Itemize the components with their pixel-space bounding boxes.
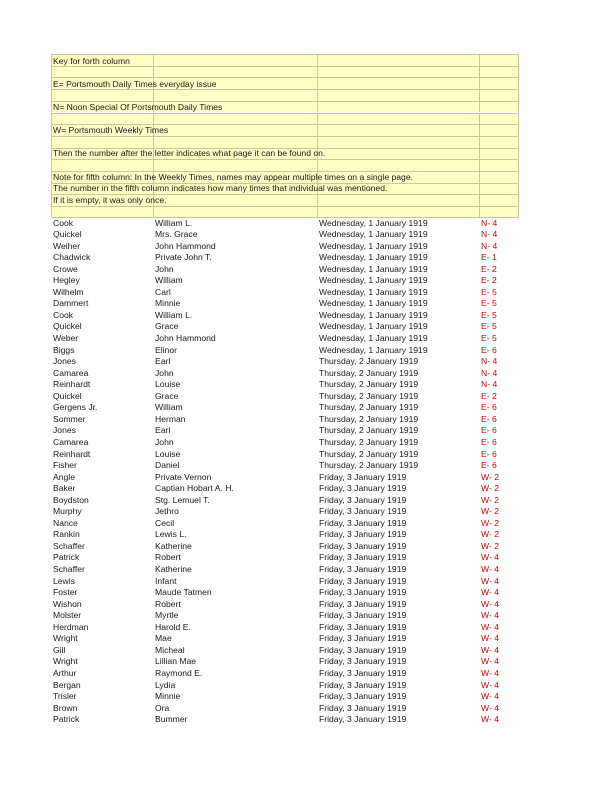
- source-page-cell: E- 5: [481, 333, 497, 343]
- source-page-cell: W- 4: [481, 587, 499, 598]
- date-cell: Friday, 3 January 1919: [319, 564, 407, 574]
- surname-cell: Fisher: [53, 460, 77, 471]
- given-name-cell: Herman: [155, 413, 186, 424]
- surname-cell: Camarea: [53, 436, 89, 447]
- date-cell: Wednesday, 1 January 1919: [319, 275, 428, 286]
- source-page-cell: W- 4: [481, 564, 499, 574]
- date-cell: Friday, 3 January 1919: [319, 656, 407, 667]
- table-row: [0, 714, 612, 725]
- surname-cell: Dammert: [53, 298, 89, 309]
- given-name-cell: Earl: [155, 356, 171, 367]
- date-cell: Friday, 3 January 1919: [319, 714, 407, 725]
- surname-cell: Baker: [53, 483, 76, 494]
- date-cell: Friday, 3 January 1919: [319, 691, 407, 702]
- source-page-cell: N- 4: [481, 240, 498, 251]
- source-page-cell: W- 2: [481, 517, 499, 528]
- given-name-cell: Katherine: [155, 540, 192, 551]
- date-cell: Friday, 3 January 1919: [319, 552, 407, 563]
- source-page-cell: E- 6: [481, 460, 497, 471]
- source-page-cell: E- 6: [481, 402, 497, 413]
- surname-cell: Jones: [53, 356, 76, 367]
- given-name-cell: John: [155, 367, 174, 378]
- given-name-cell: Raymond E.: [155, 667, 203, 678]
- given-name-cell: Minnie: [155, 298, 181, 309]
- given-name-cell: Katherine: [155, 564, 192, 574]
- date-cell: Friday, 3 January 1919: [319, 702, 407, 713]
- table-row: [0, 321, 612, 332]
- surname-cell: Gill: [53, 644, 66, 655]
- date-cell: Friday, 3 January 1919: [319, 610, 407, 621]
- date-cell: Wednesday, 1 January 1919: [319, 263, 428, 274]
- date-cell: Wednesday, 1 January 1919: [319, 321, 428, 332]
- given-name-cell: Infant: [155, 575, 177, 586]
- source-page-cell: E- 5: [481, 321, 497, 332]
- surname-cell: Wishon: [53, 598, 82, 609]
- date-cell: Thursday, 2 January 1919: [319, 390, 419, 401]
- surname-cell: Rankin: [53, 529, 80, 540]
- source-page-cell: W- 2: [481, 483, 499, 494]
- source-page-cell: N- 4: [481, 367, 498, 378]
- table-row: [0, 529, 612, 540]
- surname-cell: Patrick: [53, 552, 80, 563]
- date-cell: Friday, 3 January 1919: [319, 679, 407, 690]
- date-cell: Wednesday, 1 January 1919: [319, 333, 428, 343]
- given-name-cell: Louise: [155, 448, 181, 459]
- date-cell: Wednesday, 1 January 1919: [319, 309, 428, 320]
- date-cell: Friday, 3 January 1919: [319, 598, 407, 609]
- given-name-cell: Myrtle: [155, 610, 179, 621]
- key-line: N= Noon Special Of Portsmouth Daily Times: [53, 102, 223, 112]
- date-cell: Friday, 3 January 1919: [319, 494, 407, 505]
- surname-cell: Molster: [53, 610, 82, 621]
- table-row: [0, 425, 612, 436]
- table-row: [0, 264, 612, 275]
- given-name-cell: John Hammond: [155, 240, 216, 251]
- surname-cell: Angle: [53, 471, 75, 482]
- source-page-cell: E- 6: [481, 425, 497, 436]
- table-row: [0, 495, 612, 506]
- given-name-cell: Captian Hobart A. H.: [155, 483, 234, 494]
- given-name-cell: John Hammond: [155, 333, 216, 343]
- table-row: [0, 287, 612, 298]
- key-line: E= Portsmouth Daily Times everyday issue: [53, 78, 217, 89]
- key-line: Key for forth column: [53, 55, 130, 66]
- source-page-cell: E- 2: [481, 263, 497, 274]
- given-name-cell: Elinor: [155, 344, 177, 355]
- given-name-cell: Mrs. Grace: [155, 229, 198, 240]
- given-name-cell: Jethro: [155, 506, 179, 517]
- table-row: [0, 368, 612, 379]
- source-page-cell: E- 5: [481, 298, 497, 309]
- given-name-cell: Cecil: [155, 517, 175, 528]
- source-page-cell: W- 2: [481, 471, 499, 482]
- source-page-cell: E- 6: [481, 436, 497, 447]
- surname-cell: Sommer: [53, 413, 86, 424]
- table-row: [0, 622, 612, 633]
- date-cell: Wednesday, 1 January 1919: [319, 286, 428, 297]
- source-page-cell: W- 2: [481, 506, 499, 517]
- date-cell: Thursday, 2 January 1919: [319, 436, 419, 447]
- table-row: [0, 333, 612, 344]
- table-row: [0, 460, 612, 471]
- table-row: [0, 252, 612, 263]
- given-name-cell: Ora: [155, 702, 170, 713]
- date-cell: Wednesday, 1 January 1919: [319, 229, 428, 240]
- date-cell: Friday, 3 January 1919: [319, 667, 407, 678]
- date-cell: Friday, 3 January 1919: [319, 471, 407, 482]
- table-row: [0, 298, 612, 309]
- surname-cell: Crowe: [53, 263, 78, 274]
- table-row: [0, 587, 612, 598]
- given-name-cell: William L.: [155, 309, 193, 320]
- source-page-cell: W- 4: [481, 621, 499, 632]
- given-name-cell: William: [155, 402, 183, 413]
- source-page-cell: W- 2: [481, 494, 499, 505]
- source-page-cell: W- 4: [481, 598, 499, 609]
- given-name-cell: Stg. Lemuel T.: [155, 494, 210, 505]
- given-name-cell: John: [155, 436, 174, 447]
- date-cell: Friday, 3 January 1919: [319, 540, 407, 551]
- table-row: [0, 229, 612, 240]
- table-row: [0, 310, 612, 321]
- date-cell: Thursday, 2 January 1919: [319, 379, 419, 390]
- table-row: [0, 703, 612, 714]
- given-name-cell: Grace: [155, 321, 179, 332]
- table-row: [0, 645, 612, 656]
- surname-cell: Camarea: [53, 367, 89, 378]
- source-page-cell: N- 4: [481, 217, 498, 228]
- given-name-cell: Private Vernon: [155, 471, 212, 482]
- surname-cell: Reinhardt: [53, 448, 91, 459]
- table-row: [0, 541, 612, 552]
- given-name-cell: Private John T.: [155, 252, 212, 263]
- date-cell: Friday, 3 January 1919: [319, 517, 407, 528]
- table-row: [0, 437, 612, 448]
- date-cell: Friday, 3 January 1919: [319, 506, 407, 517]
- surname-cell: Quickel: [53, 390, 82, 401]
- given-name-cell: Daniel: [155, 460, 180, 471]
- given-name-cell: Lydia: [155, 679, 176, 690]
- given-name-cell: Minnie: [155, 691, 181, 702]
- source-page-cell: N- 4: [481, 356, 498, 367]
- table-row: [0, 449, 612, 460]
- surname-cell: Weber: [53, 333, 79, 343]
- surname-cell: Schaffer: [53, 540, 85, 551]
- key-line: If it is empty, it was only once.: [53, 195, 167, 205]
- date-cell: Thursday, 2 January 1919: [319, 448, 419, 459]
- source-page-cell: E- 5: [481, 286, 497, 297]
- source-page-cell: W- 4: [481, 610, 499, 621]
- table-row: [0, 414, 612, 425]
- source-page-cell: W- 4: [481, 714, 499, 725]
- source-page-cell: E- 6: [481, 448, 497, 459]
- surname-cell: Wright: [53, 656, 78, 667]
- surname-cell: Wilhelm: [53, 286, 84, 297]
- surname-cell: Trisler: [53, 691, 77, 702]
- given-name-cell: Robert: [155, 598, 181, 609]
- source-page-cell: W- 4: [481, 679, 499, 690]
- surname-cell: Herdman: [53, 621, 89, 632]
- source-page-cell: W- 4: [481, 633, 499, 644]
- date-cell: Friday, 3 January 1919: [319, 644, 407, 655]
- date-cell: Wednesday, 1 January 1919: [319, 298, 428, 309]
- table-row: [0, 610, 612, 621]
- source-page-cell: W- 2: [481, 540, 499, 551]
- key-line: The number in the fifth column indicates how many times that individual was mentioned.: [53, 183, 388, 193]
- source-page-cell: E- 5: [481, 309, 497, 320]
- surname-cell: Boydston: [53, 494, 89, 505]
- date-cell: Thursday, 2 January 1919: [319, 367, 419, 378]
- source-page-cell: N- 4: [481, 229, 498, 240]
- given-name-cell: William: [155, 275, 183, 286]
- date-cell: Friday, 3 January 1919: [319, 587, 407, 598]
- table-row: [0, 506, 612, 517]
- table-row: [0, 656, 612, 667]
- source-page-cell: E- 6: [481, 344, 497, 355]
- source-page-cell: W- 4: [481, 656, 499, 667]
- table-row: [0, 391, 612, 402]
- table-row: [0, 472, 612, 483]
- surname-cell: Quickel: [53, 229, 82, 240]
- given-name-cell: Carl: [155, 286, 171, 297]
- surname-cell: Quickel: [53, 321, 82, 332]
- surname-cell: Murphy: [53, 506, 82, 517]
- date-cell: Friday, 3 January 1919: [319, 483, 407, 494]
- given-name-cell: William L.: [155, 217, 193, 228]
- given-name-cell: Lewis L.: [155, 529, 187, 540]
- table-row: [0, 576, 612, 587]
- date-cell: Friday, 3 January 1919: [319, 575, 407, 586]
- surname-cell: Bergan: [53, 679, 81, 690]
- date-cell: Thursday, 2 January 1919: [319, 413, 419, 424]
- given-name-cell: Mae: [155, 633, 172, 644]
- source-page-cell: W- 4: [481, 691, 499, 702]
- given-name-cell: Harold E.: [155, 621, 191, 632]
- date-cell: Wednesday, 1 January 1919: [319, 217, 428, 228]
- date-cell: Thursday, 2 January 1919: [319, 402, 419, 413]
- key-line: Note for fifth column: In the Weekly Times, names may appear multiple times on a single page.: [53, 171, 413, 182]
- given-name-cell: Bummer: [155, 714, 188, 725]
- source-page-cell: W- 4: [481, 552, 499, 563]
- surname-cell: Biggs: [53, 344, 75, 355]
- given-name-cell: Micheal: [155, 644, 185, 655]
- surname-cell: Wright: [53, 633, 78, 644]
- surname-cell: Cook: [53, 309, 74, 320]
- date-cell: Thursday, 2 January 1919: [319, 356, 419, 367]
- source-page-cell: W- 4: [481, 667, 499, 678]
- surname-cell: Brown: [53, 702, 78, 713]
- table-row: [0, 483, 612, 494]
- table-row: [0, 275, 612, 286]
- source-page-cell: E- 2: [481, 275, 497, 286]
- source-page-cell: W- 4: [481, 575, 499, 586]
- surname-cell: Cook: [53, 217, 74, 228]
- given-name-cell: Robert: [155, 552, 181, 563]
- table-row: [0, 680, 612, 691]
- table-row: [0, 564, 612, 575]
- date-cell: Wednesday, 1 January 1919: [319, 252, 428, 263]
- table-row: [0, 345, 612, 356]
- given-name-cell: John: [155, 263, 174, 274]
- key-line: Then the number after the letter indicates what page it can be found on.: [53, 148, 326, 158]
- surname-cell: Jones: [53, 425, 76, 436]
- table-row: [0, 356, 612, 367]
- table-row: [0, 379, 612, 390]
- table-row: [0, 518, 612, 529]
- surname-cell: Reinhardt: [53, 379, 91, 390]
- key-line: W= Portsmouth Weekly Times: [53, 125, 169, 135]
- date-cell: Wednesday, 1 January 1919: [319, 240, 428, 251]
- given-name-cell: Earl: [155, 425, 171, 436]
- surname-cell: Chadwick: [53, 252, 91, 263]
- table-row: [0, 402, 612, 413]
- surname-cell: Patrick: [53, 714, 80, 725]
- surname-cell: Schaffer: [53, 564, 85, 574]
- source-page-cell: E- 6: [481, 413, 497, 424]
- source-page-cell: E- 1: [481, 252, 497, 263]
- given-name-cell: Lillian Mae: [155, 656, 197, 667]
- given-name-cell: Louise: [155, 379, 181, 390]
- given-name-cell: Grace: [155, 390, 179, 401]
- source-page-cell: N- 4: [481, 379, 498, 390]
- date-cell: Friday, 3 January 1919: [319, 529, 407, 540]
- date-cell: Thursday, 2 January 1919: [319, 425, 419, 436]
- table-row: [0, 218, 612, 229]
- date-cell: Wednesday, 1 January 1919: [319, 344, 428, 355]
- date-cell: Thursday, 2 January 1919: [319, 460, 419, 471]
- date-cell: Friday, 3 January 1919: [319, 621, 407, 632]
- date-cell: Friday, 3 January 1919: [319, 633, 407, 644]
- source-page-cell: E- 2: [481, 390, 497, 401]
- surname-cell: Foster: [53, 587, 78, 598]
- given-name-cell: Maude Tatmen: [155, 587, 212, 598]
- surname-cell: Nance: [53, 517, 78, 528]
- table-row: [0, 241, 612, 252]
- surname-cell: Hegley: [53, 275, 80, 286]
- table-row: [0, 599, 612, 610]
- source-page-cell: W- 4: [481, 702, 499, 713]
- surname-cell: Lewis: [53, 575, 75, 586]
- table-row: [0, 668, 612, 679]
- surname-cell: Arthur: [53, 667, 77, 678]
- table-row: [0, 552, 612, 563]
- source-page-cell: W- 2: [481, 529, 499, 540]
- table-row: [0, 633, 612, 644]
- surname-cell: Weiher: [53, 240, 81, 251]
- table-row: [0, 691, 612, 702]
- surname-cell: Gergens Jr.: [53, 402, 98, 413]
- source-page-cell: W- 4: [481, 644, 499, 655]
